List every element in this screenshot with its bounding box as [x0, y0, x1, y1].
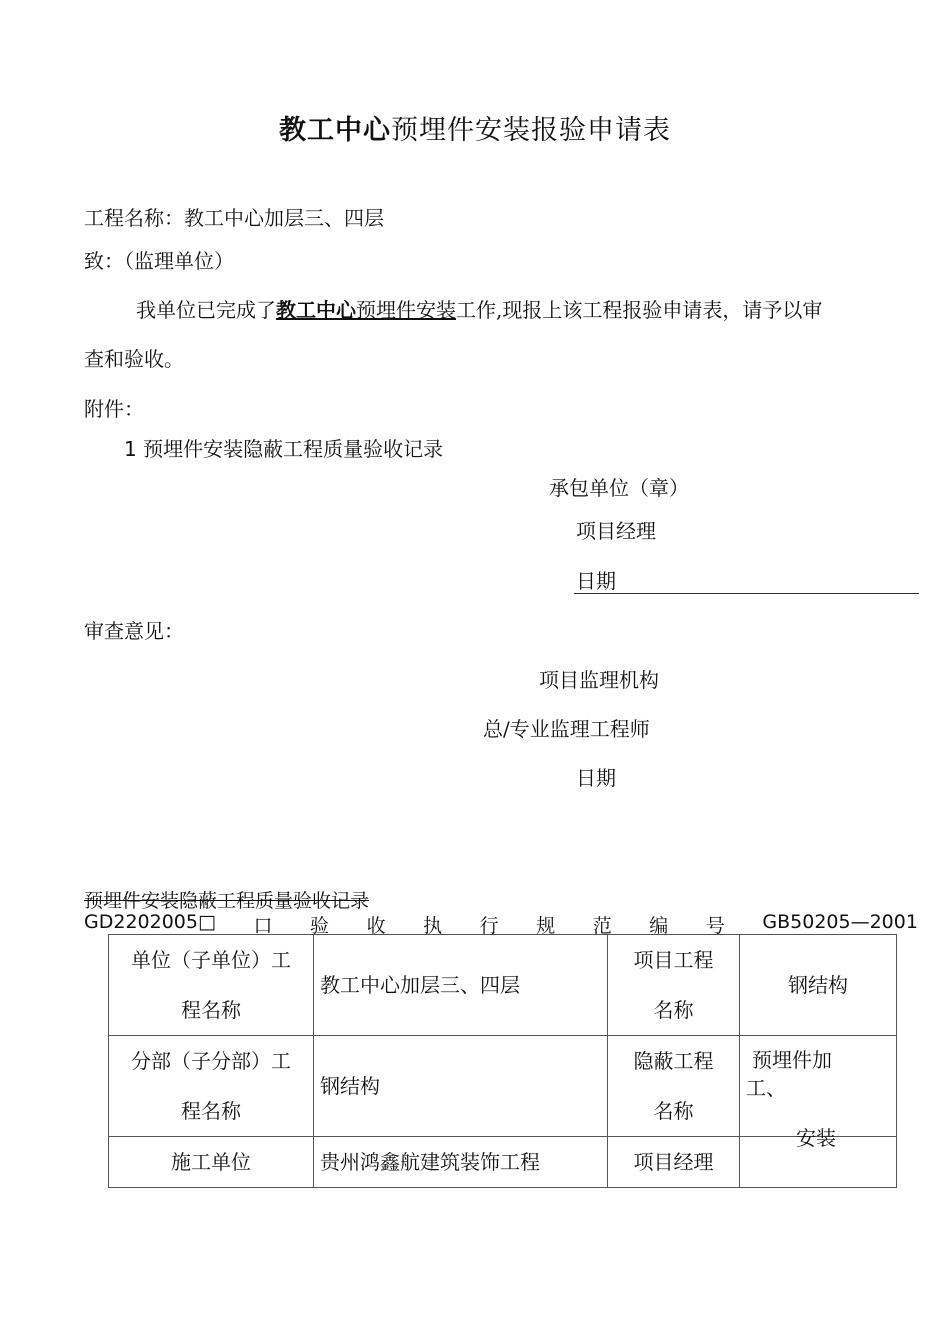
code-row-item: 收 — [366, 915, 386, 937]
code-row-item: 编 — [649, 915, 669, 937]
cell-text: 分部（子分部）工 — [131, 1049, 291, 1073]
cell-text: 程名称 — [181, 1099, 241, 1123]
table-cell — [608, 935, 740, 1036]
cell-text: 单位（子单位）工 — [131, 948, 291, 972]
review-label: 审查意见： — [84, 619, 184, 643]
title-rest: 预埋件安装报验申请表 — [391, 115, 671, 146]
code-row-item: 号 — [705, 915, 725, 937]
table-cell — [109, 1036, 314, 1137]
cell-text: 名称 — [653, 1099, 694, 1123]
cell-text: 程名称 — [181, 998, 241, 1022]
attachment-item: 1 预埋件安装隐蔽工程质量验收记录 — [124, 437, 444, 461]
record-title: 预埋件安装隐蔽工程质量验收记录 — [84, 890, 370, 912]
contractor-date: 日期 — [576, 569, 616, 593]
supervisor-org: 项目监理机构 — [539, 668, 659, 692]
code-row-item: 验 — [310, 915, 330, 937]
table-cell: 项目经理 — [608, 1137, 740, 1188]
page-title — [0, 108, 950, 147]
body-suffix: 工作,现报上该工程报验申请表，请予以审 — [456, 298, 823, 322]
contractor-seal: 承包单位（章） — [549, 476, 689, 500]
table-cell — [608, 1036, 740, 1137]
project-name-line: 工程名称：教工中心加层三、四层 — [84, 206, 384, 230]
cell-text: 名称 — [653, 998, 694, 1022]
table-cell — [109, 935, 314, 1036]
body-line2: 查和验收。 — [84, 347, 184, 371]
table-row — [109, 935, 897, 1036]
cell-text: 隐蔽工程 — [633, 1049, 714, 1073]
contractor-manager: 项目经理 — [576, 519, 656, 543]
cell-text: 工、 — [746, 1076, 786, 1100]
table-row — [109, 1137, 897, 1188]
code-row-item: GB50205—2001 — [762, 911, 918, 933]
supervisor-engineer: 总/专业监理工程师 — [483, 717, 650, 741]
code-row-item: 口 — [253, 915, 273, 937]
acceptance-record-table — [108, 934, 897, 1188]
signature-divider — [574, 593, 919, 594]
cell-text: 项目工程 — [633, 948, 714, 972]
table-cell: 钢结构 — [740, 935, 897, 1036]
table-row — [109, 1036, 897, 1137]
to-line: 致：（监理单位） — [84, 249, 234, 273]
cell-text: 预埋件加 — [752, 1048, 832, 1072]
code-row-item: 行 — [479, 915, 499, 937]
table-cell: 施工单位 — [109, 1137, 314, 1188]
code-row-item: 规 — [536, 915, 556, 937]
title-bold-part: 教工中心 — [279, 115, 391, 146]
cell-text: 安装 — [796, 1126, 836, 1150]
attachment-label: 附件： — [84, 397, 144, 421]
code-row-item: 执 — [423, 915, 443, 937]
code-row-item: GD2202005□ — [84, 911, 216, 933]
code-row-item: 范 — [592, 915, 612, 937]
table-cell: 钢结构 — [314, 1036, 608, 1137]
body-paragraph — [136, 294, 822, 323]
supervisor-date: 日期 — [576, 766, 616, 790]
body-underlined-bold: 教工中心 — [276, 298, 356, 322]
table-cell: 贵州鸿鑫航建筑装饰工程 — [314, 1137, 608, 1188]
table-cell — [740, 1036, 897, 1150]
body-underlined: 预埋件安装 — [356, 298, 456, 322]
body-prefix: 我单位已完成了 — [136, 298, 276, 322]
table-cell: 教工中心加层三、四层 — [314, 935, 608, 1036]
cell-clip — [746, 1036, 890, 1150]
